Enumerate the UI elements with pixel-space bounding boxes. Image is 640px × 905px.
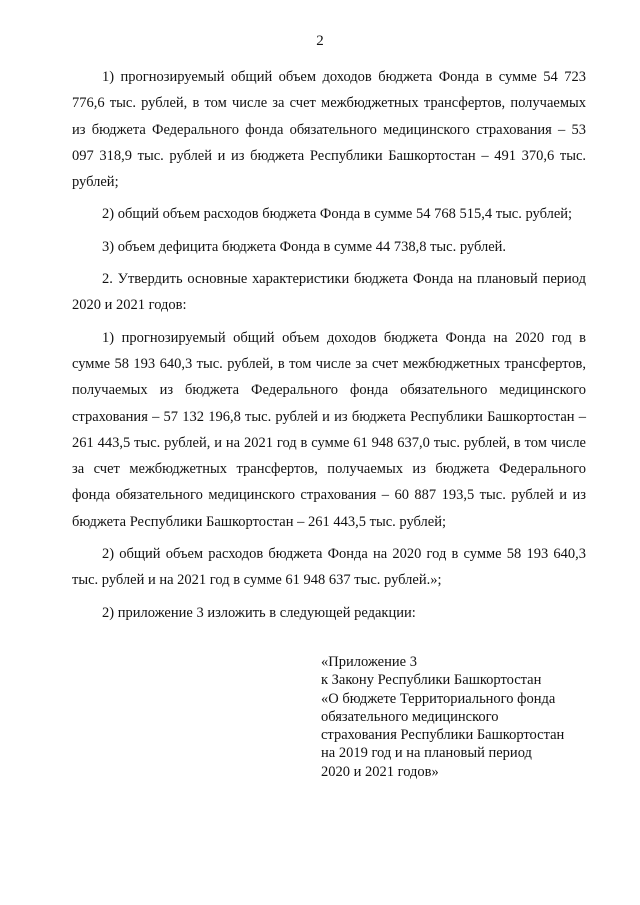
page-number: 2 [316,33,324,49]
appendix-line: на 2019 год и на плановый период [321,745,532,762]
appendix-line: «Приложение 3 [321,654,417,670]
paragraph-revenue-2019: 1) прогнозируемый общий объем доходов бюджета Фонда в сумме 54 723 776,6 тыс. рублей, в том числе за счет межбюджетных трансфертов, получаемых из бюджета Федерального фонда обязательного медицинского страхования – 53 097 318,9 тыс. рублей и из бюджета Республики Башкортостан – 491 370,6 тыс. рублей; [72,69,586,191]
appendix-line: «О бюджете Территориального фонда [321,690,556,707]
paragraph-expenses-2019: 2) общий объем расходов бюджета Фонда в сумме 54 768 515,4 тыс. рублей; [102,206,573,223]
appendix-line: обязательного медицинского [321,708,499,725]
appendix-heading-block [321,653,621,781]
paragraph-planning-period: 2. Утвердить основные характеристики бюджета Фонда на плановый период 2020 и 2021 годов: [72,271,586,314]
appendix-line: 2020 и 2021 годов» [321,763,439,780]
appendix-line: к Закону Республики Башкортостан [321,672,542,689]
paragraph-expenses-2020-2021: 2) общий объем расходов бюджета Фонда на 2020 год в сумме 58 193 640,3 тыс. рублей и на 2021 год в сумме 61 948 637 тыс. рублей.»; [72,546,586,589]
paragraph-revenue-2020-2021: 1) прогнозируемый общий объем доходов бюджета Фонда на 2020 год в сумме 58 193 640,3 тыс. рублей, в том числе за счет межбюджетных трансфертов, получаемых из бюджета Федерального фонда обязательного медицинского страхования – 57 132 196,8 тыс. рублей и из бюджета Республики Башкортостан – 261 443,5 тыс. рублей, и на 2021 год в сумме 61 948 637,0 тыс. рублей, в том числе за счет межбюджетных трансфертов, получаемых из бюджета Федерального фонда обязательного медицинского страхования – 60 887 193,5 тыс. рублей и из бюджета Республики Башкортостан – 261 443,5 тыс. рублей; [72,329,586,530]
document-body [72,64,586,626]
paragraph-appendix-instruction: 2) приложение 3 изложить в следующей редакции: [102,604,416,621]
appendix-line: страхования Республики Башкортостан [321,727,565,744]
paragraph-deficit-2019: 3) объем дефицита бюджета Фонда в сумме 44 738,8 тыс. рублей. [102,238,507,255]
